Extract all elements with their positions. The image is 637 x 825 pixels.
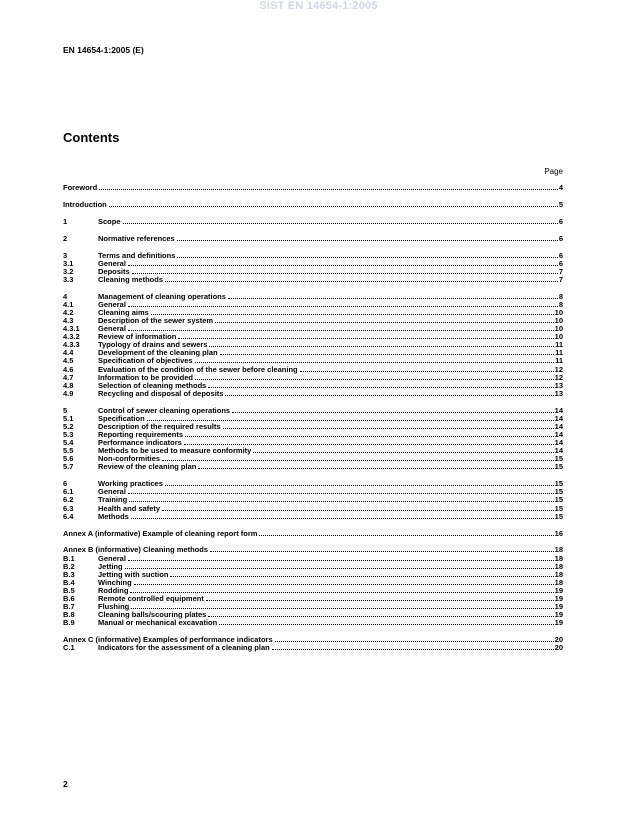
toc-entry-title: Normative references [98, 233, 175, 243]
toc-leader-dots [165, 485, 554, 486]
toc-entry-page: 20 [554, 635, 563, 645]
toc-entry-number: B.5 [63, 585, 75, 595]
toc-entry-title: Health and safety [98, 503, 161, 513]
toc-entry-number: 6.4 [63, 511, 74, 521]
toc-entry-page: 18 [554, 577, 563, 587]
toc-entry-title: Methods to be used to measure conformity [98, 446, 252, 456]
toc-entry-number: 5.1 [63, 413, 74, 423]
toc-entry-page: 6 [558, 216, 563, 226]
toc-entry-page: 15 [554, 511, 563, 521]
toc-entry[interactable] [63, 293, 563, 301]
toc-leader-dots [223, 428, 554, 429]
toc-entry-page: 15 [554, 495, 563, 505]
toc-entry[interactable] [63, 480, 563, 488]
toc-entry[interactable] [63, 184, 563, 192]
toc-entry-title: Deposits [98, 266, 130, 276]
toc-entry-page: 14 [554, 405, 563, 415]
toc-entry-page: 19 [554, 602, 563, 612]
toc-entry-number: B.2 [63, 561, 75, 571]
toc-leader-dots [209, 346, 554, 347]
toc-entry-title: Evaluation of the condition of the sewer before cleaning [98, 364, 298, 374]
toc-leader-dots [225, 395, 553, 396]
toc-entry-number: 4.3 [63, 316, 74, 326]
toc-entry-page: 16 [554, 528, 563, 538]
toc-entry[interactable] [63, 595, 563, 603]
toc-leader-dots [151, 314, 554, 315]
toc-entry-page: 11 [555, 340, 563, 350]
toc-entry-title: General [98, 299, 126, 309]
toc-entry-number: 1 [63, 216, 68, 226]
toc-leader-dots [123, 223, 558, 224]
toc-entry-number: B.1 [63, 553, 75, 563]
toc-entry-page: 14 [554, 446, 563, 456]
toc-entry[interactable] [63, 530, 563, 538]
toc-entry-number: 4.2 [63, 307, 74, 317]
toc-entry-title: Typology of drains and sewers [98, 340, 208, 350]
toc-entry-title: Specification of objectives [98, 356, 193, 366]
toc-entry-page: 18 [554, 553, 563, 563]
toc-entry-page: 10 [554, 324, 563, 334]
toc-entry-page: 18 [554, 569, 563, 579]
toc-entry[interactable] [63, 619, 563, 627]
toc-entry-title: General [98, 324, 126, 334]
toc-entry-number: 5.4 [63, 438, 74, 448]
toc-entry-title: Introduction [63, 199, 107, 209]
toc-leader-dots [195, 362, 554, 363]
toc-entry-page: 10 [554, 316, 563, 326]
toc-entry-title: Manual or mechanical excavation [98, 618, 218, 628]
toc-leader-dots [198, 468, 553, 469]
toc-entry-page: 14 [554, 438, 563, 448]
toc-leader-dots [132, 273, 558, 274]
toc-entry[interactable] [63, 276, 563, 284]
toc-entry-page: 11 [555, 348, 563, 358]
toc-leader-dots [195, 379, 554, 380]
toc-leader-dots [128, 330, 554, 331]
toc-entry-number: 4.3.3 [63, 340, 80, 350]
toc-entry-title: Jetting with suction [98, 569, 169, 579]
toc-entry-title: Training [98, 495, 128, 505]
toc-leader-dots [178, 338, 553, 339]
toc-entry-number: 3.1 [63, 258, 74, 268]
toc-entry-title: Methods [98, 511, 129, 521]
toc-entry-title: Selection of cleaning methods [98, 380, 207, 390]
toc-entry-page: 18 [554, 545, 563, 555]
page-number: 2 [63, 779, 68, 789]
toc-entry-page: 5 [558, 199, 563, 209]
toc-entry-number: 5 [63, 405, 68, 415]
toc-entry-title: Foreword [63, 183, 98, 192]
toc-leader-dots [232, 412, 554, 413]
toc-entry-title: Annex A (informative) Example of cleaning report form [63, 528, 258, 538]
toc-entry-number: 5.3 [63, 430, 74, 440]
watermark: SIST EN 14654-1:2005 [259, 0, 378, 12]
toc-entry[interactable] [63, 488, 563, 496]
toc-entry-number: B.4 [63, 577, 75, 587]
toc-entry[interactable] [63, 463, 563, 471]
toc-leader-dots [134, 584, 554, 585]
toc-entry-title: Rodding [98, 585, 129, 595]
toc-entry-title: Description of the sewer system [98, 316, 214, 326]
toc-entry-number: B.8 [63, 610, 75, 620]
toc-entry-page: 14 [554, 421, 563, 431]
toc-entry-title: Working practices [98, 479, 163, 489]
toc-leader-dots [215, 322, 554, 323]
toc-entry[interactable] [63, 513, 563, 521]
toc-leader-dots [128, 560, 554, 561]
toc-entry-number: 6 [63, 479, 68, 489]
toc-spacer [63, 209, 563, 218]
toc-leader-dots [128, 265, 558, 266]
toc-leader-dots [170, 576, 553, 577]
toc-entry-number: 3.3 [63, 274, 74, 284]
toc-entry[interactable] [63, 201, 563, 209]
toc-entry-page: 19 [554, 594, 563, 604]
toc-entry-title: Development of the cleaning plan [98, 348, 218, 358]
toc-entry[interactable] [63, 235, 563, 243]
toc-entry-title: Flushing [98, 602, 130, 612]
toc-entry[interactable] [63, 317, 563, 325]
toc-entry[interactable] [63, 555, 563, 563]
toc-entry[interactable] [63, 644, 563, 652]
toc-entry-title: Review of information [98, 332, 177, 342]
page-title: Contents [63, 130, 120, 145]
toc-entry-number: 4.4 [63, 348, 74, 358]
toc-entry-title: Cleaning aims [98, 307, 149, 317]
toc-leader-dots [253, 452, 553, 453]
toc-entry-title: Non-conformities [98, 454, 161, 464]
toc-entry-page: 14 [554, 413, 563, 423]
toc-entry-number: 3.2 [63, 266, 74, 276]
toc-leader-dots [208, 387, 553, 388]
toc-entry-number: 6.3 [63, 503, 74, 513]
toc-entry[interactable] [63, 579, 563, 587]
toc-entry-page: 10 [554, 332, 563, 342]
toc-entry-number: 6.1 [63, 487, 74, 497]
toc-leader-dots [109, 206, 558, 207]
toc-leader-dots [300, 371, 554, 372]
toc-entry[interactable] [63, 218, 563, 226]
toc-entry-title: Indicators for the assessment of a cleaning plan [98, 643, 270, 653]
toc-entry-number: 3 [63, 250, 68, 260]
toc-entry-number: 4.6 [63, 364, 74, 374]
toc-leader-dots [220, 354, 554, 355]
toc-entry-title: Description of the required results [98, 421, 221, 431]
toc-entry-page: 6 [558, 258, 563, 268]
toc-entry-page: 15 [554, 462, 563, 472]
toc-leader-dots [177, 240, 558, 241]
toc-leader-dots [162, 510, 554, 511]
toc-entry-title: Recycling and disposal of deposits [98, 388, 224, 398]
toc-entry-title: General [98, 553, 126, 563]
toc-entry-page: 15 [554, 503, 563, 513]
toc-entry-title: Jetting [98, 561, 123, 571]
toc-spacer [63, 192, 563, 201]
toc-entry-page: 15 [554, 479, 563, 489]
toc-entry-page: 8 [558, 291, 563, 301]
toc-entry-page: 15 [554, 454, 563, 464]
toc-entry[interactable] [63, 390, 563, 398]
toc-entry-number: B.3 [63, 569, 75, 579]
toc-entry-number: 4.8 [63, 380, 74, 390]
toc-entry-page: 20 [554, 643, 563, 653]
toc-entry-title: Scope [98, 216, 121, 226]
toc-entry-page: 18 [554, 561, 563, 571]
toc-leader-dots [162, 460, 554, 461]
toc-entry-page: 15 [554, 487, 563, 497]
toc-entry-page: 7 [558, 274, 563, 284]
toc-entry-page: 6 [558, 233, 563, 243]
toc-entry[interactable] [63, 571, 563, 579]
toc-entry-number: 4 [63, 291, 68, 301]
toc-entry-number: 4.3.2 [63, 332, 80, 342]
page-column-label: Page [544, 167, 563, 176]
toc-entry-title: Annex B (informative) Cleaning methods [63, 545, 209, 555]
toc-leader-dots [184, 444, 554, 445]
toc-entry-number: 5.2 [63, 421, 74, 431]
toc-entry-number: 4.7 [63, 372, 74, 382]
toc-entry-title: Information to be provided [98, 372, 193, 382]
toc-leader-dots [128, 306, 558, 307]
toc-entry-number: 5.7 [63, 462, 74, 472]
toc-leader-dots [185, 436, 554, 437]
toc-leader-dots [177, 257, 557, 258]
toc-entry-number: 5.5 [63, 446, 74, 456]
toc-entry-number: B.9 [63, 618, 75, 628]
toc-entry-title: Performance indicators [98, 438, 182, 448]
toc-entry-number: 4.1 [63, 299, 74, 309]
toc-entry-number: 6.2 [63, 495, 74, 505]
toc-leader-dots [131, 608, 553, 609]
toc-leader-dots [131, 518, 554, 519]
toc-entry-page: 12 [554, 372, 563, 382]
toc-leader-dots [206, 600, 554, 601]
toc-entry-title: Control of sewer cleaning operations [98, 405, 231, 415]
toc-entry-number: B.6 [63, 594, 75, 604]
toc-leader-dots [275, 641, 554, 642]
toc-entry-page: 4 [558, 183, 563, 192]
toc-entry-page: 6 [558, 250, 563, 260]
toc-entry-page: 19 [554, 610, 563, 620]
toc-entry-title: Management of cleaning operations [98, 291, 226, 301]
toc-leader-dots [259, 535, 553, 536]
toc-entry-title: Cleaning balls/scouring plates [98, 610, 207, 620]
toc-entry-number: 4.9 [63, 388, 74, 398]
toc-entry-title: Annex C (informative) Examples of performance indicators [63, 635, 273, 645]
toc-entry-page: 13 [554, 380, 563, 390]
toc-leader-dots [219, 624, 553, 625]
toc-leader-dots [272, 649, 554, 650]
toc-leader-dots [99, 189, 558, 190]
toc-leader-dots [208, 616, 553, 617]
table-of-contents [63, 184, 563, 652]
toc-leader-dots [210, 551, 554, 552]
toc-leader-dots [129, 501, 553, 502]
toc-entry-number: 4.3.1 [63, 324, 80, 334]
toc-entry-page: 8 [558, 299, 563, 309]
toc-entry-number: C.1 [63, 643, 75, 653]
toc-entry-title: Remote controlled equipment [98, 594, 204, 604]
toc-entry-page: 13 [554, 388, 563, 398]
toc-entry-page: 14 [554, 430, 563, 440]
toc-entry-page: 19 [554, 618, 563, 628]
toc-entry-title: Review of the cleaning plan [98, 462, 197, 472]
toc-leader-dots [125, 568, 554, 569]
document-reference: EN 14654-1:2005 (E) [63, 45, 144, 55]
toc-entry[interactable] [63, 260, 563, 268]
toc-entry-page: 12 [554, 364, 563, 374]
toc-entry[interactable] [63, 505, 563, 513]
toc-entry-page: 19 [554, 585, 563, 595]
toc-entry-title: Specification [98, 413, 145, 423]
toc-entry-number: B.7 [63, 602, 75, 612]
toc-entry-number: 4.5 [63, 356, 74, 366]
toc-entry-number: 5.6 [63, 454, 74, 464]
toc-entry-title: Terms and definitions [98, 250, 176, 260]
toc-entry-title: General [98, 258, 126, 268]
toc-entry-title: Cleaning methods [98, 274, 164, 284]
toc-entry-title: Winching [98, 577, 132, 587]
toc-leader-dots [130, 592, 553, 593]
toc-leader-dots [228, 298, 558, 299]
toc-leader-dots [147, 420, 554, 421]
toc-entry-page: 10 [554, 307, 563, 317]
toc-entry-number: 2 [63, 233, 68, 243]
toc-entry-title: General [98, 487, 126, 497]
toc-entry[interactable] [63, 546, 563, 554]
toc-entry-page: 7 [558, 266, 563, 276]
toc-entry[interactable] [63, 252, 563, 260]
toc-leader-dots [128, 493, 554, 494]
toc-leader-dots [165, 281, 558, 282]
toc-entry-page: 11 [555, 356, 563, 366]
toc-entry-title: Reporting requirements [98, 430, 184, 440]
